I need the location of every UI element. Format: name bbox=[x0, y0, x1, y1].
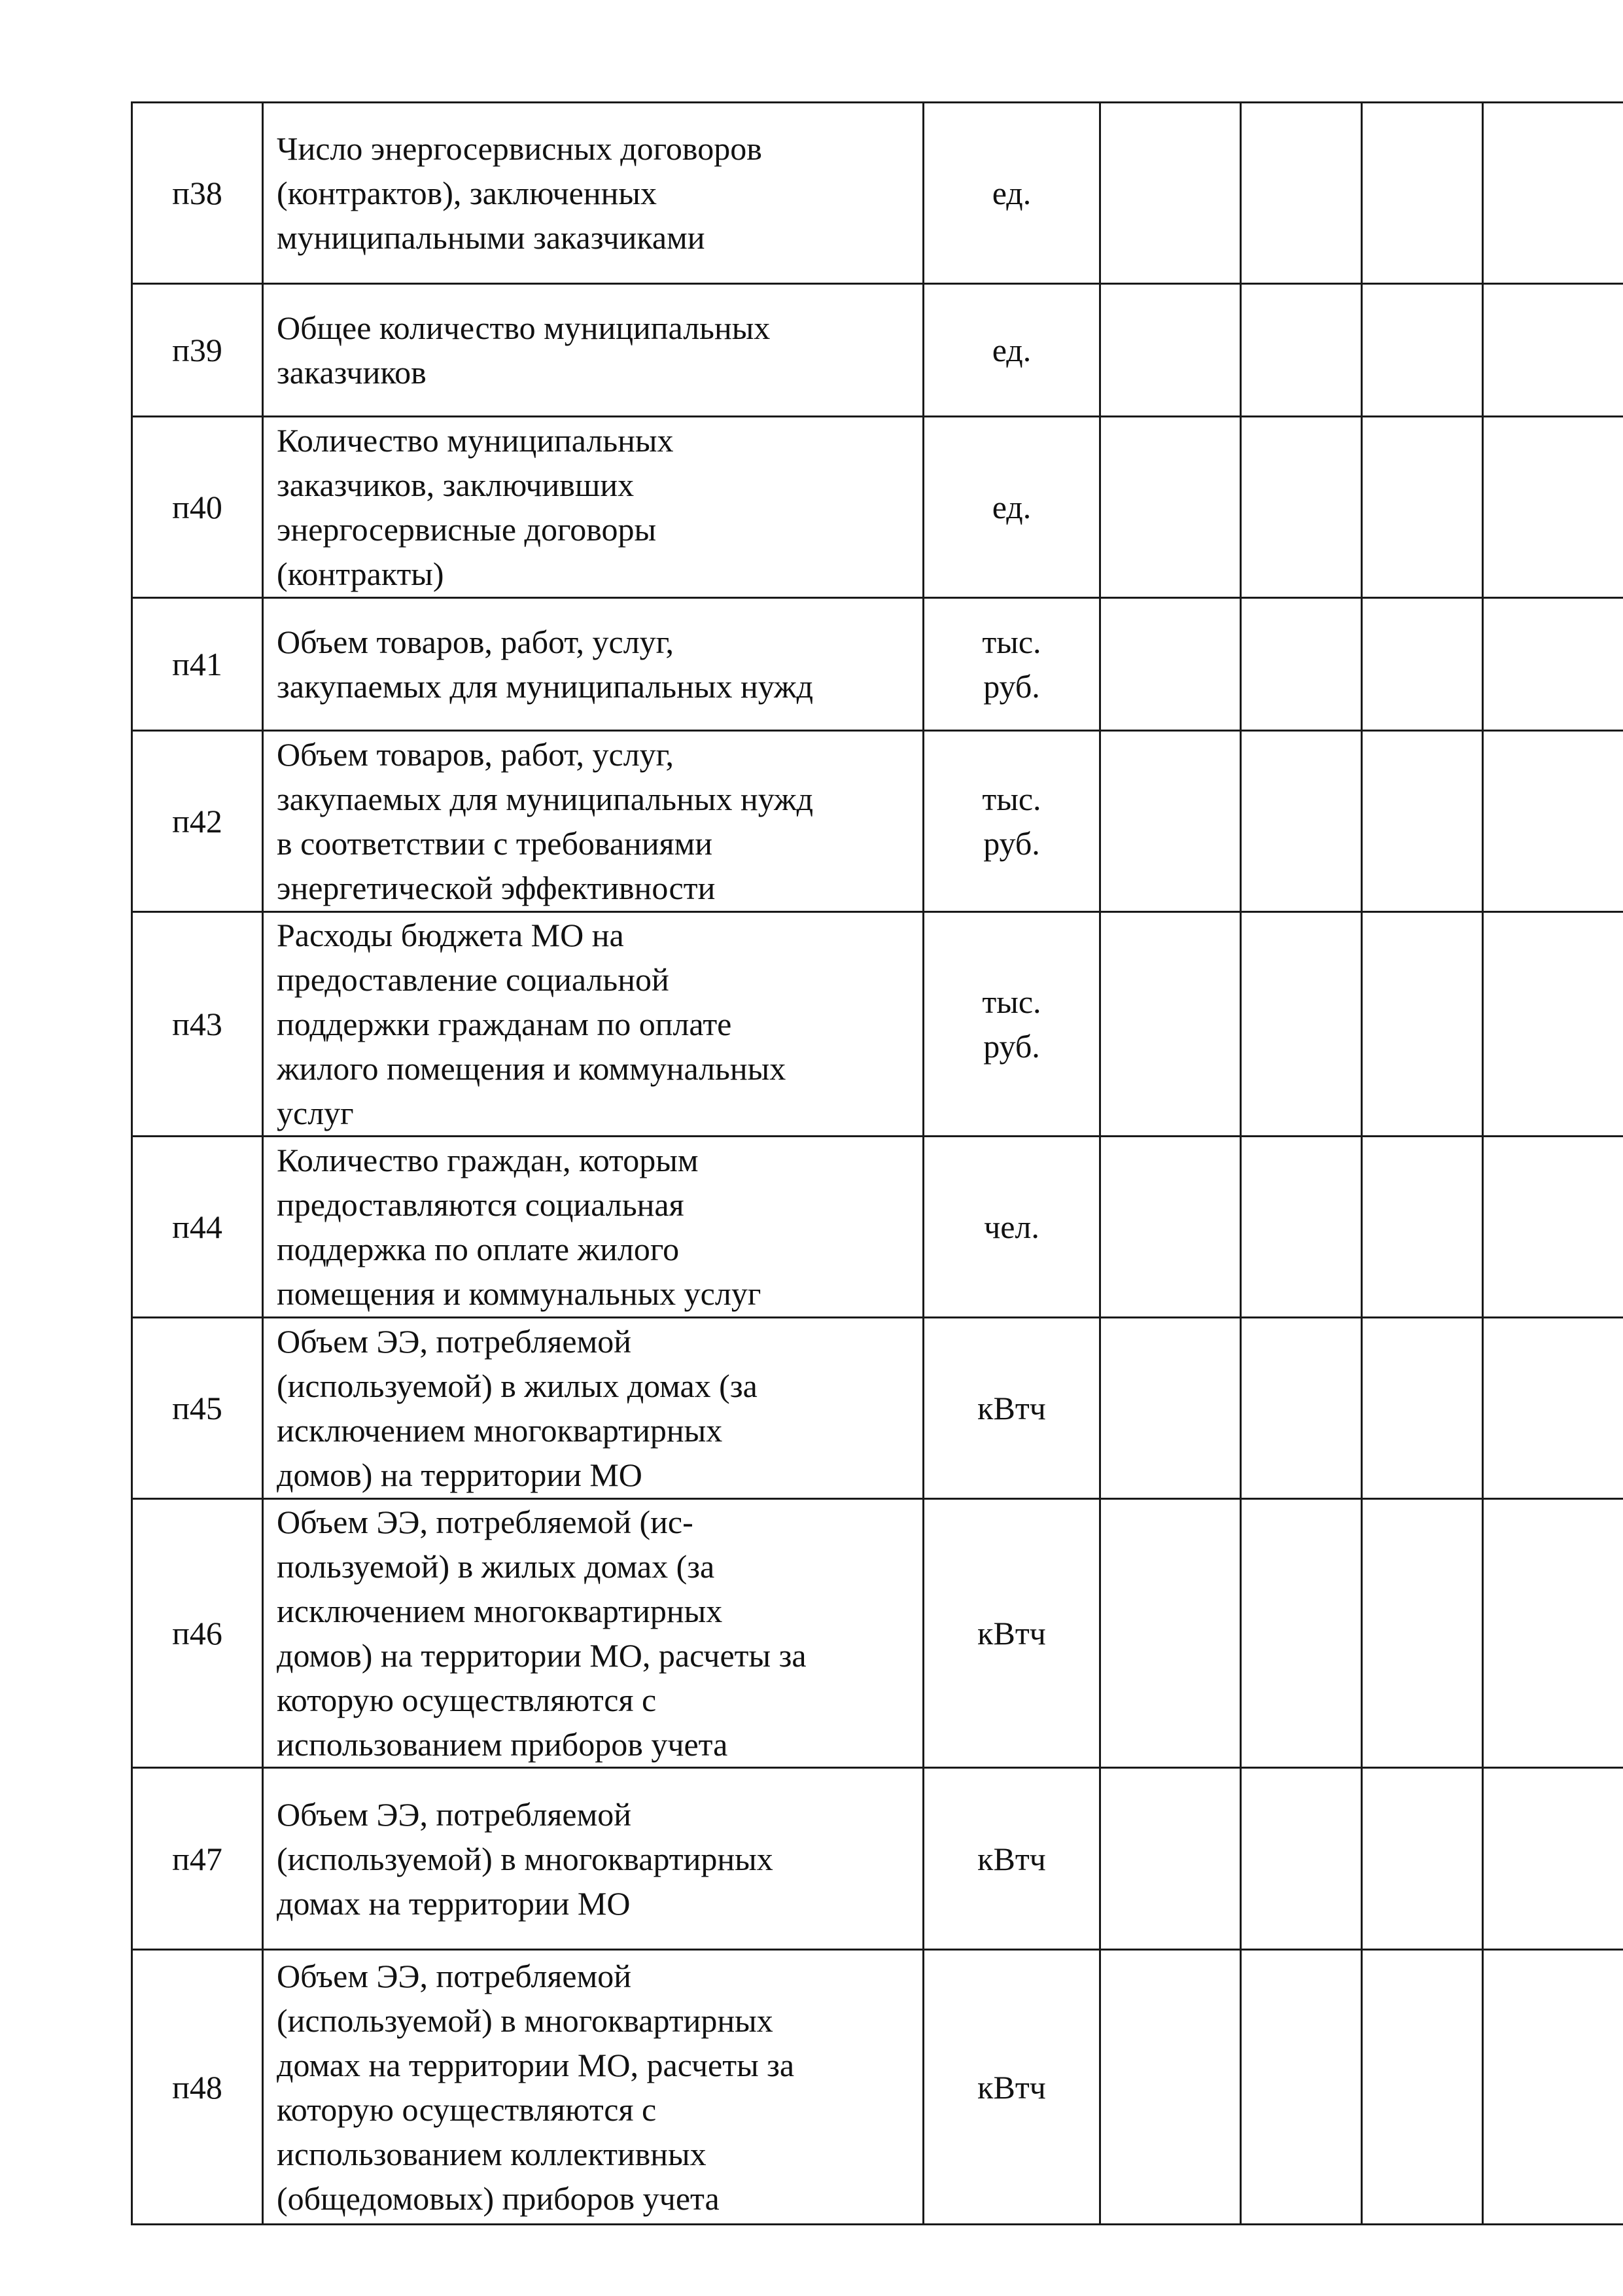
row-value-cell bbox=[1100, 912, 1241, 1137]
row-indicator-name: Объем ЭЭ, потребляемой (используемой) в жилых домах (за исключением многоквартирных домов) на территории МО bbox=[263, 1318, 924, 1499]
row-value-cell bbox=[1362, 912, 1483, 1137]
row-value-cell bbox=[1100, 284, 1241, 417]
row-value-cell bbox=[1483, 1768, 1623, 1950]
row-code: п41 bbox=[132, 598, 263, 731]
row-indicator-name: Количество муниципальных заказчиков, заключивших энергосервисные договоры (контракты) bbox=[263, 417, 924, 598]
row-value-cell bbox=[1241, 731, 1362, 912]
row-value-cell bbox=[1241, 1137, 1362, 1318]
row-value-cell bbox=[1100, 1137, 1241, 1318]
row-value-cell bbox=[1100, 1768, 1241, 1950]
row-value-cell bbox=[1100, 731, 1241, 912]
row-code: п44 bbox=[132, 1137, 263, 1318]
row-value-cell bbox=[1100, 103, 1241, 284]
row-value-cell bbox=[1241, 1950, 1362, 2225]
row-code: п40 bbox=[132, 417, 263, 598]
row-value-cell bbox=[1362, 1499, 1483, 1768]
row-value-cell bbox=[1483, 1499, 1623, 1768]
row-unit: ед. bbox=[924, 284, 1100, 417]
row-indicator-name: Расходы бюджета МО на предоставление социальной поддержки гражданам по оплате жилого помещения и коммунальных услуг bbox=[263, 912, 924, 1137]
row-indicator-name: Объем товаров, работ, услуг, закупаемых для муниципальных нужд в соответствии с требованиями энергетической эффективности bbox=[263, 731, 924, 912]
row-code: п45 bbox=[132, 1318, 263, 1499]
table-row bbox=[132, 731, 1623, 912]
table-row bbox=[132, 1499, 1623, 1768]
row-value-cell bbox=[1100, 1950, 1241, 2225]
row-value-cell bbox=[1100, 1318, 1241, 1499]
row-value-cell bbox=[1241, 284, 1362, 417]
row-value-cell bbox=[1241, 1499, 1362, 1768]
row-value-cell bbox=[1362, 598, 1483, 731]
row-indicator-name: Число энергосервисных договоров (контрактов), заключенных муниципальными заказчиками bbox=[263, 103, 924, 284]
table-row bbox=[132, 103, 1623, 284]
row-value-cell bbox=[1362, 1318, 1483, 1499]
table-row bbox=[132, 284, 1623, 417]
row-value-cell bbox=[1483, 1318, 1623, 1499]
row-value-cell bbox=[1100, 417, 1241, 598]
table-row bbox=[132, 1137, 1623, 1318]
row-value-cell bbox=[1483, 731, 1623, 912]
row-value-cell bbox=[1241, 598, 1362, 731]
row-value-cell bbox=[1483, 103, 1623, 284]
table-row bbox=[132, 1318, 1623, 1499]
table-row bbox=[132, 598, 1623, 731]
row-indicator-name: Объем ЭЭ, потребляемой (используемой) в многоквартирных домах на территории МО, расчеты за которую осуществляются с использованием коллективных (общедомовых) приборов учета bbox=[263, 1950, 924, 2225]
row-value-cell bbox=[1362, 417, 1483, 598]
row-indicator-name: Объем товаров, работ, услуг, закупаемых для муниципальных нужд bbox=[263, 598, 924, 731]
row-unit: ед. bbox=[924, 417, 1100, 598]
row-unit: кВтч bbox=[924, 1499, 1100, 1768]
row-code: п47 bbox=[132, 1768, 263, 1950]
row-code: п48 bbox=[132, 1950, 263, 2225]
row-value-cell bbox=[1483, 1137, 1623, 1318]
row-value-cell bbox=[1483, 912, 1623, 1137]
indicator-table bbox=[131, 101, 1623, 2225]
row-unit: чел. bbox=[924, 1137, 1100, 1318]
row-value-cell bbox=[1241, 103, 1362, 284]
row-value-cell bbox=[1241, 1768, 1362, 1950]
row-code: п46 bbox=[132, 1499, 263, 1768]
row-value-cell bbox=[1362, 1768, 1483, 1950]
row-code: п42 bbox=[132, 731, 263, 912]
row-indicator-name: Объем ЭЭ, потребляемой (используемой) в многоквартирных домах на территории МО bbox=[263, 1768, 924, 1950]
row-code: п38 bbox=[132, 103, 263, 284]
row-value-cell bbox=[1362, 284, 1483, 417]
row-value-cell bbox=[1241, 1318, 1362, 1499]
row-code: п39 bbox=[132, 284, 263, 417]
row-indicator-name: Общее количество муниципальных заказчиков bbox=[263, 284, 924, 417]
row-value-cell bbox=[1362, 1137, 1483, 1318]
row-value-cell bbox=[1483, 598, 1623, 731]
table-row bbox=[132, 1950, 1623, 2225]
row-value-cell bbox=[1483, 417, 1623, 598]
row-value-cell bbox=[1362, 731, 1483, 912]
row-value-cell bbox=[1362, 103, 1483, 284]
row-unit: тыс. руб. bbox=[924, 731, 1100, 912]
table-row bbox=[132, 1768, 1623, 1950]
row-indicator-name: Количество граждан, которым предоставляются социальная поддержка по оплате жилого помещения и коммунальных услуг bbox=[263, 1137, 924, 1318]
row-unit: тыс. руб. bbox=[924, 912, 1100, 1137]
table-row bbox=[132, 417, 1623, 598]
row-value-cell bbox=[1362, 1950, 1483, 2225]
row-unit: кВтч bbox=[924, 1768, 1100, 1950]
row-value-cell bbox=[1241, 912, 1362, 1137]
row-value-cell bbox=[1483, 1950, 1623, 2225]
row-indicator-name: Объем ЭЭ, потребляемой (ис- пользуемой) в жилых домах (за исключением многоквартирных домов) на территории МО, расчеты за которую осуществляются с использованием приборов учета bbox=[263, 1499, 924, 1768]
row-unit: кВтч bbox=[924, 1950, 1100, 2225]
row-value-cell bbox=[1241, 417, 1362, 598]
row-code: п43 bbox=[132, 912, 263, 1137]
row-unit: ед. bbox=[924, 103, 1100, 284]
row-value-cell bbox=[1483, 284, 1623, 417]
row-value-cell bbox=[1100, 1499, 1241, 1768]
row-unit: тыс. руб. bbox=[924, 598, 1100, 731]
row-unit: кВтч bbox=[924, 1318, 1100, 1499]
table-row bbox=[132, 912, 1623, 1137]
row-value-cell bbox=[1100, 598, 1241, 731]
